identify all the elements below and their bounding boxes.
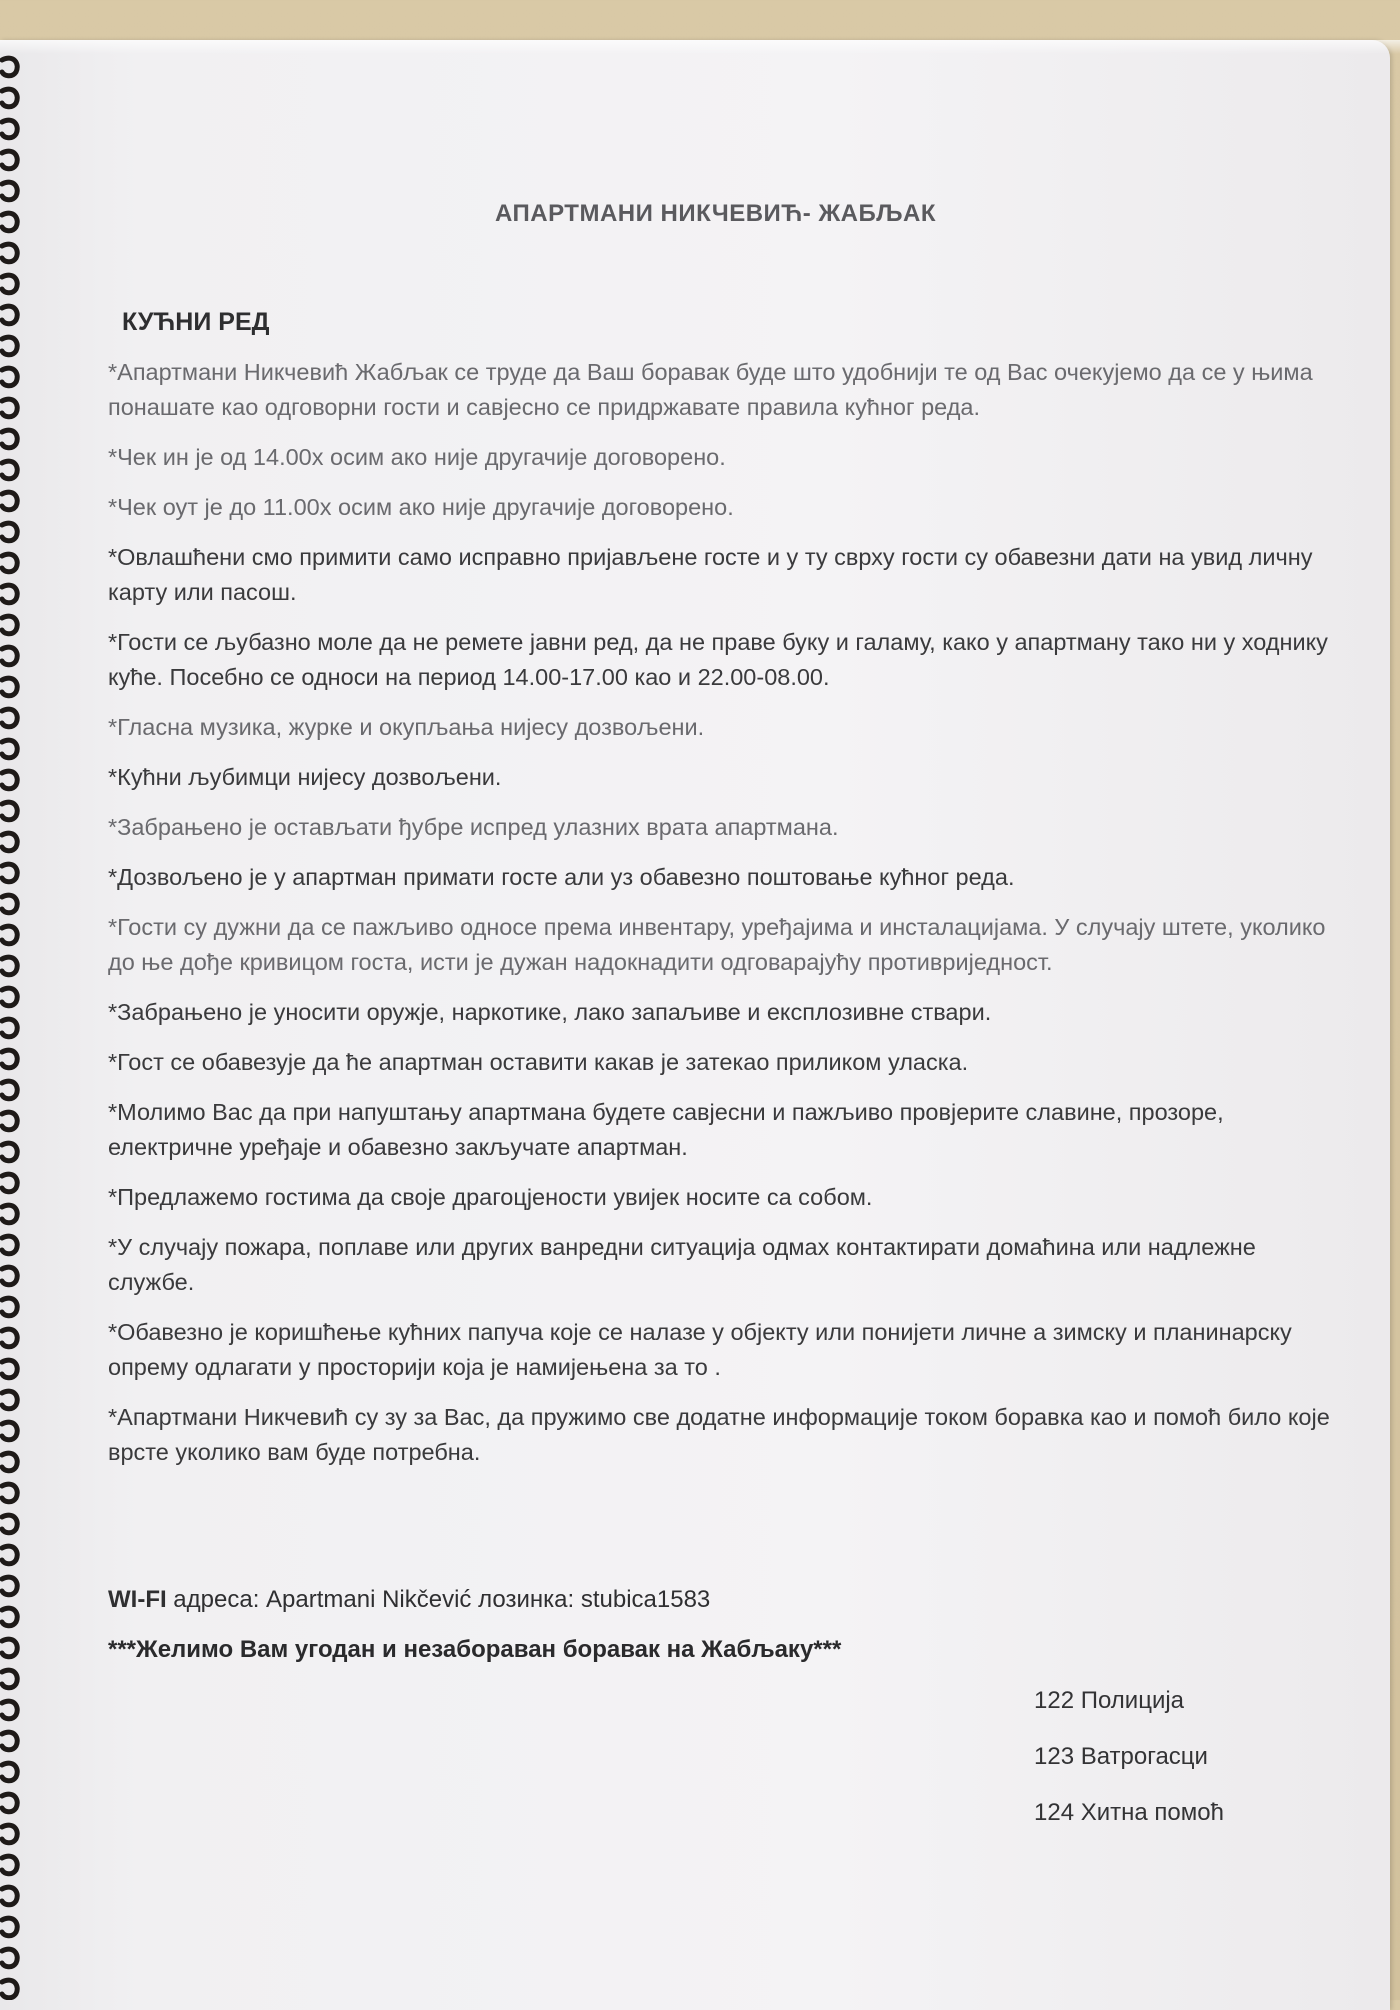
rule-item: *Апартмани Никчевић Жабљак се труде да Ваш боравак буде што удобнији те од Вас очекујемо да се у њима понашате као одговорни гости и савјесно се придржавате правила кућног реда.: [108, 359, 1313, 420]
spiral-coil: [2, 616, 17, 634]
spiral-coil: [2, 554, 17, 572]
spiral-coil: [2, 182, 17, 200]
spiral-binding: [0, 40, 30, 2000]
spiral-coil: [2, 337, 17, 355]
rule-item: *Дозвољено је у апартман примати госте али уз обавезно поштовање кућног реда.: [108, 864, 1015, 890]
spiral-coil: [2, 368, 17, 386]
spiral-coil: [2, 1856, 17, 1874]
spiral-coil: [2, 151, 17, 169]
spiral-coil: [2, 864, 17, 882]
rule-item: *У случају пожара, поплаве или других ванредни ситуација одмах контактирати домаћина или надлежне службе.: [108, 1234, 1256, 1295]
spiral-coil: [2, 1112, 17, 1130]
spiral-coil: [2, 1205, 17, 1223]
spiral-coil: [2, 1918, 17, 1936]
spiral-coil: [2, 1453, 17, 1471]
spiral-coil: [2, 492, 17, 510]
spiral-coil: [2, 1391, 17, 1409]
spiral-coil: [2, 1887, 17, 1905]
spiral-coil: [2, 771, 17, 789]
rule-item: *Гости су дужни да се пажљиво односе према инвентару, уређајима и инсталацијама. У случају штете, уколико до ње дође кривицом госта, исти је дужан надокнадити одговарајућу противриједност.: [108, 914, 1326, 975]
spiral-coil: [2, 1546, 17, 1564]
emergency-numbers: [1034, 1684, 1224, 1852]
spiral-coil: [2, 1236, 17, 1254]
rule-item: *Овлашћени смо примити само исправно пријављене госте и у ту сврху гости су обавезни дати на увид личну карту или пасош.: [108, 544, 1313, 605]
rule-item: *Молимо Вас да при напуштању апартмана будете савјесни и пажљиво провјерите славине, прозоре, електричне уређаје и обавезно закључате апартман.: [108, 1099, 1224, 1160]
spiral-coil: [2, 1329, 17, 1347]
spiral-coil: [2, 895, 17, 913]
rule-item: *Гости се љубазно моле да не ремете јавни ред, да не праве буку и галаму, како у апартману тако ни у ходнику куће. Посебно се односи на период 14.00-17.00 као и 22.00-08.00.: [108, 629, 1328, 690]
spiral-coil: [2, 120, 17, 138]
spiral-coil: [2, 58, 17, 76]
spiral-coil: [2, 399, 17, 417]
spiral-coil: [2, 1701, 17, 1719]
spiral-coil: [2, 1019, 17, 1037]
wifi-label: WI-FI: [108, 1586, 167, 1613]
spiral-coil: [2, 430, 17, 448]
rule-item: *Апартмани Никчевић су зу за Вас, да пружимо све додатне информације током боравка као и помоћ било које врсте уколико вам буде потребна.: [108, 1404, 1330, 1465]
phone-firefighters: 123 Ватрогасци: [1034, 1743, 1208, 1770]
phone-police: 122 Полиција: [1034, 1687, 1185, 1714]
spiral-coil: [2, 1360, 17, 1378]
section-heading: КУЋНИ РЕД: [122, 308, 270, 336]
spiral-coil: [2, 1794, 17, 1812]
farewell-wish: ***Желимо Вам угодан и незаборaван боравак на Жабљаку***: [108, 1636, 842, 1663]
spiral-coil: [2, 1174, 17, 1192]
spiral-coil: [2, 213, 17, 231]
spiral-coil: [2, 306, 17, 324]
spiral-coil: [2, 1143, 17, 1161]
spiral-coil: [2, 647, 17, 665]
wifi-credentials: адреса: Apartmani Nikčević лозинка: stubica1583: [166, 1586, 711, 1613]
rule-item: *Забрањено је остављати ђубре испред улазних врата апартмана.: [108, 814, 839, 840]
document-title: АПАРТМАНИ НИКЧЕВИЋ- ЖАБЉАК: [495, 200, 936, 227]
spiral-coil: [2, 957, 17, 975]
plastic-sleeve-edge: [0, 40, 1400, 54]
spiral-coil: [2, 678, 17, 696]
rules-list: [108, 355, 1338, 1485]
spiral-coil: [2, 1732, 17, 1750]
spiral-coil: [2, 1267, 17, 1285]
rule-item: *Чек ин је од 14.00х осим ако није другачије договорено.: [108, 444, 726, 470]
spiral-coil: [2, 1763, 17, 1781]
spiral-coil: [2, 1081, 17, 1099]
spiral-coil: [2, 709, 17, 727]
spiral-coil: [2, 585, 17, 603]
spiral-coil: [2, 1980, 17, 1998]
phone-ambulance: 124 Хитна помоћ: [1034, 1799, 1224, 1826]
spiral-coil: [2, 926, 17, 944]
spiral-coil: [2, 1298, 17, 1316]
spiral-coil: [2, 1608, 17, 1626]
spiral-coil: [2, 1825, 17, 1843]
rule-item: *Предлажемо гостима да своје драгоцјености увијек носите са собом.: [108, 1184, 873, 1210]
spiral-coil: [2, 1515, 17, 1533]
rule-item: *Обавезно је коришћење кућних папуча које се налазе у објекту или понијети личне а зимску и планинарску опрему одлагати у просторији која је намијењена за то .: [108, 1319, 1292, 1380]
spiral-coil: [2, 275, 17, 293]
spiral-coil: [2, 1422, 17, 1440]
spiral-coil: [2, 244, 17, 262]
spiral-coil: [2, 89, 17, 107]
spiral-coil: [2, 1050, 17, 1068]
spiral-coil: [2, 988, 17, 1006]
wifi-info: [108, 1586, 710, 1614]
spiral-coil: [2, 833, 17, 851]
rule-item: *Гласна музика, журке и окупљања нијесу дозвољени.: [108, 714, 705, 740]
spiral-coil: [2, 1577, 17, 1595]
rule-item: *Чек оут је до 11.00х осим ако није другачије договорено.: [108, 494, 734, 520]
spiral-coil: [2, 461, 17, 479]
spiral-coil: [2, 1949, 17, 1967]
spiral-coil: [2, 740, 17, 758]
rule-item: *Забрањено је уносити оружје, наркотике, лако запаљиве и експлозивне ствари.: [108, 999, 992, 1025]
rule-item: *Кућни љубимци нијесу дозвољени.: [108, 764, 502, 790]
spiral-coil: [2, 802, 17, 820]
rule-item: *Гост се обавезује да ће апартман оставити какав је затекао приликом уласка.: [108, 1049, 969, 1075]
spiral-coil: [2, 1639, 17, 1657]
spiral-coil: [2, 523, 17, 541]
spiral-coil: [2, 1484, 17, 1502]
spiral-coil: [2, 1670, 17, 1688]
